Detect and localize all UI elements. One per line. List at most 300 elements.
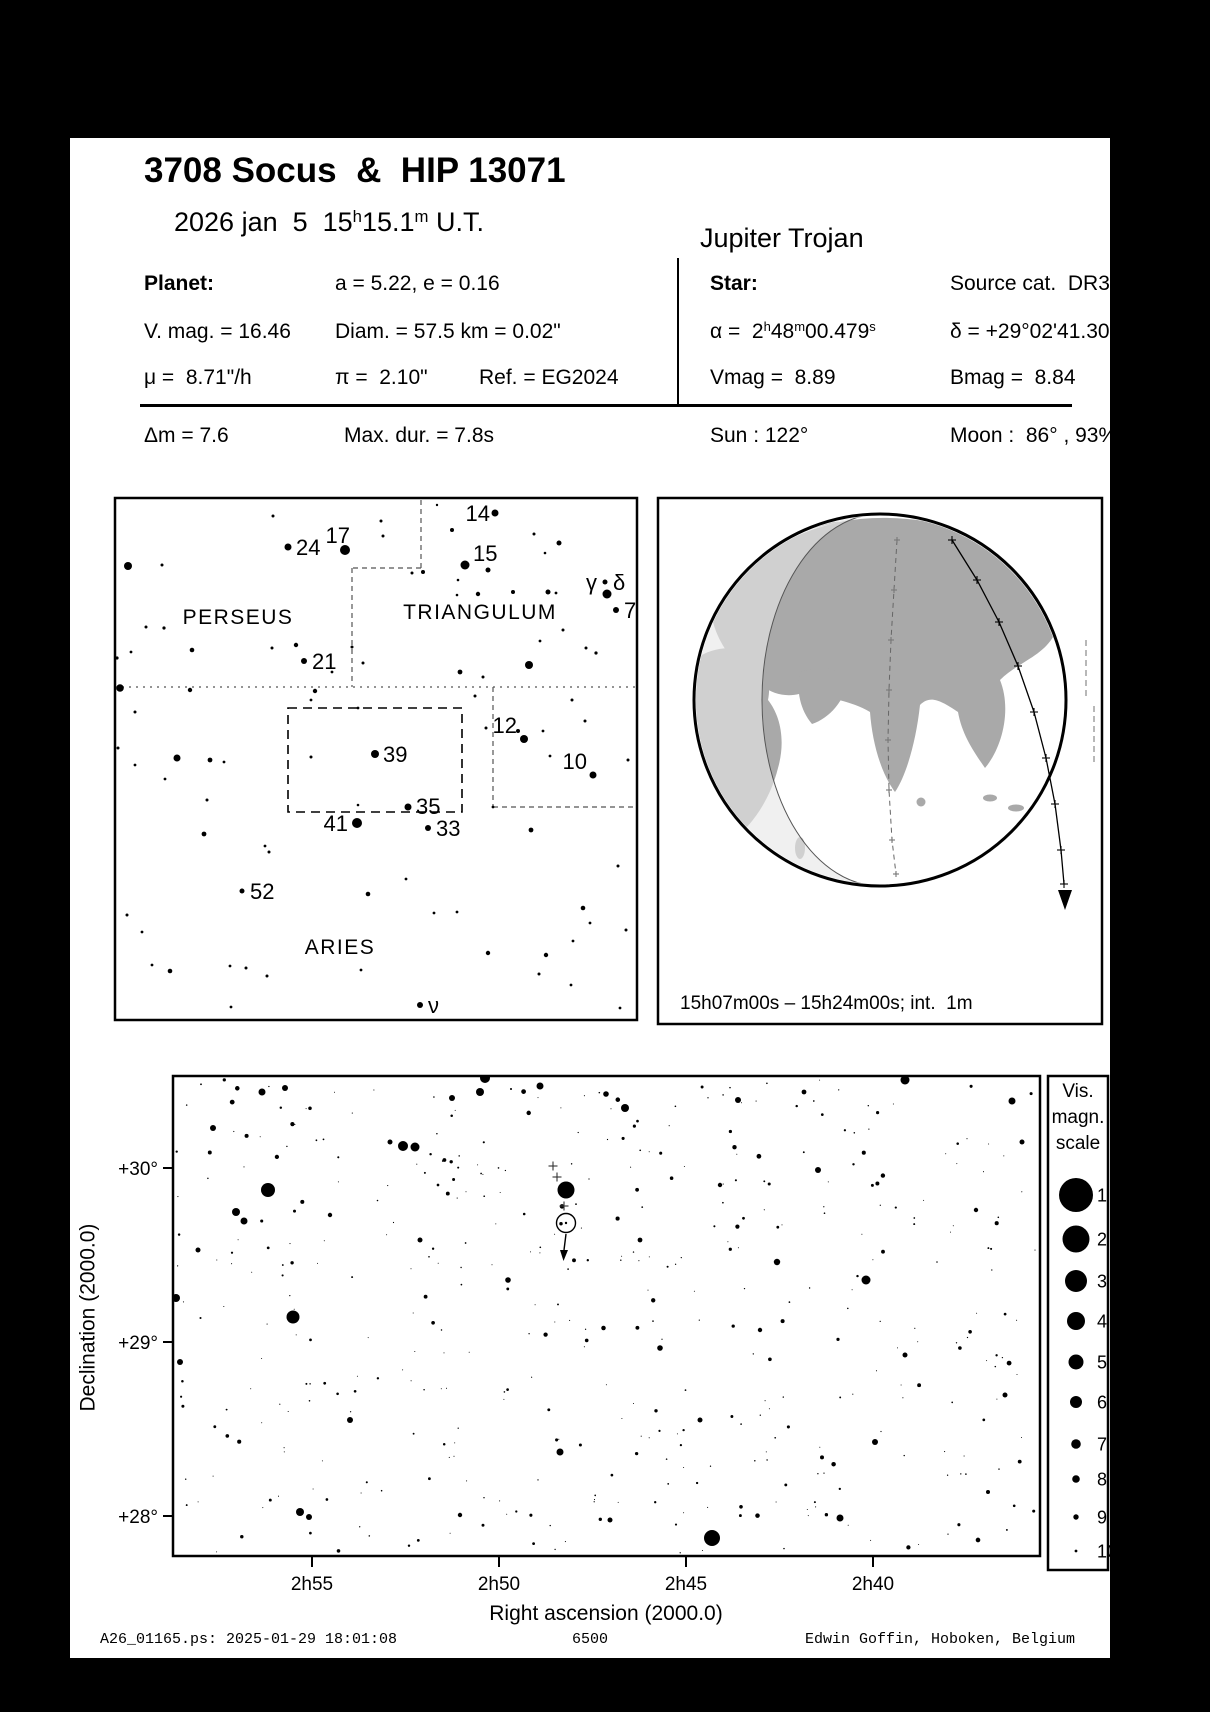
star-dot <box>549 755 552 758</box>
field-star-dot <box>336 1393 339 1396</box>
field-star-dot <box>871 1184 874 1187</box>
star-dot <box>572 940 575 943</box>
field-star-dot <box>323 1382 326 1385</box>
star-dot <box>229 965 232 968</box>
field-star-dot <box>996 1399 997 1400</box>
star-dot <box>436 504 438 506</box>
star-dot <box>585 647 588 650</box>
star-dot <box>458 670 463 675</box>
x-tick-label: 2h40 <box>851 1574 895 1595</box>
field-star-dot <box>200 1083 202 1085</box>
field-star-dot <box>764 1209 765 1210</box>
field-star-dot <box>529 1514 532 1517</box>
field-star-dot <box>754 1460 756 1462</box>
bright-star-dot <box>837 1515 844 1522</box>
field-star-dot <box>261 1358 262 1359</box>
legend-mag-dot <box>1073 1514 1078 1519</box>
field-star-dot <box>199 1317 201 1319</box>
field-star-dot <box>944 1451 945 1452</box>
bright-star-dot <box>398 1141 408 1151</box>
field-star-dot <box>633 1125 636 1128</box>
field-star-dot <box>208 1151 212 1155</box>
field-star-dot <box>441 1388 442 1389</box>
star-dot <box>174 755 181 762</box>
field-star-dot <box>1004 1313 1005 1314</box>
field-star-dot <box>223 1078 226 1081</box>
field-star-dot <box>429 1153 431 1155</box>
legend-title-line3: scale <box>1055 1133 1101 1154</box>
star-dot <box>117 747 120 750</box>
field-star-dot <box>760 1415 761 1416</box>
star-label: 33 <box>436 816 461 841</box>
field-star-dot <box>659 1152 662 1155</box>
field-star-dot <box>515 1510 517 1512</box>
field-star-dot <box>357 1376 358 1377</box>
star-label: 15 <box>473 541 498 566</box>
star-dot <box>164 778 167 781</box>
field-star-dot <box>995 1221 999 1225</box>
field-star-dot <box>198 1501 199 1502</box>
star-dot <box>266 975 269 978</box>
field-star-dot <box>669 1125 670 1126</box>
planet-parallax: π = 2.10" <box>335 366 428 389</box>
labeled-star-dot <box>461 561 470 570</box>
field-star-dot <box>601 1326 606 1331</box>
field-star-dot <box>483 1141 485 1143</box>
labeled-star-dot <box>285 544 292 551</box>
field-star-dot <box>681 1257 682 1258</box>
field-star-dot <box>606 1384 607 1385</box>
field-star-dot <box>482 1174 483 1175</box>
field-star-dot <box>803 1151 805 1153</box>
field-star-dot <box>290 1122 294 1126</box>
field-star-dot <box>616 1097 621 1102</box>
field-star-dot <box>584 1346 585 1347</box>
field-star-dot <box>951 1402 953 1404</box>
field-star-dot <box>216 1551 217 1552</box>
field-star-dot <box>386 1234 387 1235</box>
field-star-dot <box>683 1467 684 1468</box>
field-star-dot <box>492 1264 493 1265</box>
field-star-dot <box>901 1385 902 1386</box>
field-star-dot <box>738 1247 739 1248</box>
field-star-dot <box>702 1550 703 1551</box>
date-sup-m: m <box>414 206 429 226</box>
bright-star-dot <box>698 1418 703 1423</box>
field-star-dot <box>965 1473 967 1475</box>
field-star-dot <box>710 1466 711 1467</box>
field-star-dot <box>986 1360 987 1361</box>
field-star-dot <box>225 1434 229 1438</box>
field-star-dot <box>918 1544 919 1545</box>
field-star-dot <box>967 1337 968 1338</box>
field-star-dot <box>735 1225 739 1229</box>
field-star-dot <box>661 1339 662 1340</box>
field-star-dot <box>275 1155 279 1159</box>
field-star-dot <box>766 1459 767 1460</box>
field-star-dot <box>666 1458 668 1460</box>
field-star-dot <box>768 1182 771 1185</box>
field-star-dot <box>585 1329 586 1330</box>
bright-star-dot <box>177 1359 183 1365</box>
labeled-star-dot <box>603 580 608 585</box>
field-star-dot <box>667 1483 669 1485</box>
star-dot <box>546 590 551 595</box>
field-star-dot <box>322 1460 323 1461</box>
field-star-dot <box>876 1370 877 1371</box>
field-star-dot <box>814 1501 816 1503</box>
field-star-dot <box>499 1500 500 1501</box>
field-star-dot <box>361 1492 362 1493</box>
field-star-dot <box>685 1389 687 1391</box>
legend-mag-dot <box>1065 1270 1087 1292</box>
field-star-dot <box>588 1178 589 1179</box>
field-star-dot <box>895 1207 897 1209</box>
field-star-dot <box>1007 1361 1012 1366</box>
star-dot <box>245 967 248 970</box>
bright-star-dot <box>872 1439 878 1445</box>
field-star-dot <box>808 1515 809 1516</box>
field-star-dot <box>458 1428 459 1429</box>
star-dot <box>206 799 209 802</box>
field-star-dot <box>294 1124 295 1125</box>
field-star-dot <box>237 1440 241 1444</box>
bright-star-dot <box>621 1104 629 1112</box>
bright-star-dot <box>986 1490 990 1494</box>
field-star-dot <box>550 1525 551 1526</box>
field-star-dot <box>635 1188 639 1192</box>
field-star-dot <box>437 1184 440 1187</box>
field-star-dot <box>641 1206 643 1208</box>
field-star-dot <box>450 1160 453 1163</box>
bright-star-dot <box>608 1518 613 1523</box>
field-star-dot <box>284 1451 285 1452</box>
star-label: 35 <box>416 794 441 819</box>
field-star-dot <box>231 1252 233 1254</box>
field-star-dot <box>581 1228 582 1229</box>
field-star-dot <box>411 1268 412 1269</box>
bright-star-dot <box>210 1125 216 1131</box>
field-star-dot <box>776 1501 777 1502</box>
legend-mag-label: 10 <box>1097 1541 1118 1562</box>
field-star-dot <box>819 1447 820 1448</box>
field-star-dot <box>337 1156 339 1158</box>
field-star-dot <box>216 1259 217 1260</box>
field-star-dot <box>635 1326 639 1330</box>
field-star-dot <box>904 1455 905 1456</box>
field-star-dot <box>923 1200 924 1201</box>
field-star-dot <box>587 1259 589 1261</box>
star-label: 52 <box>250 879 275 904</box>
field-star-dot <box>393 1222 394 1223</box>
star-dot <box>208 758 213 763</box>
field-star-dot <box>523 1213 526 1216</box>
main-chart-box <box>173 1076 1040 1556</box>
field-star-dot <box>763 1180 765 1182</box>
field-star-dot <box>334 1092 335 1093</box>
field-star-dot <box>278 1496 279 1497</box>
constellation-label: ARIES <box>304 936 376 959</box>
bright-star-dot <box>328 1213 332 1217</box>
star-dot <box>627 759 630 762</box>
field-star-dot <box>428 1477 431 1480</box>
star-dot <box>168 969 173 974</box>
star-label: ν <box>428 993 439 1018</box>
star-dot <box>360 969 363 972</box>
field-star-dot <box>616 1217 620 1221</box>
field-star-dot <box>813 1100 815 1102</box>
field-star-dot <box>677 1433 678 1434</box>
star-dot <box>151 964 154 967</box>
field-star-dot <box>594 1495 596 1497</box>
field-star-dot <box>477 1164 478 1165</box>
star-dot <box>116 684 124 692</box>
field-star-dot <box>868 1129 869 1130</box>
field-star-dot <box>729 1087 731 1089</box>
field-star-dot <box>565 1541 566 1542</box>
field-star-dot <box>893 1103 894 1104</box>
field-star-dot <box>338 1181 339 1182</box>
field-star-dot <box>991 1269 992 1270</box>
field-star-dot <box>839 1488 841 1490</box>
field-star-dot <box>539 1252 540 1253</box>
field-star-dot <box>1018 1460 1022 1464</box>
field-star-dot <box>610 1108 611 1109</box>
field-star-dot <box>446 1192 450 1196</box>
table-vertical-divider <box>677 258 679 406</box>
page-title: 3708 Socus & HIP 13071 <box>144 151 566 190</box>
bright-star-dot <box>282 1085 288 1091</box>
legend-mag-label: 3 <box>1097 1271 1108 1292</box>
field-star-dot <box>696 1482 698 1484</box>
field-star-dot <box>438 1263 439 1264</box>
field-star-dot <box>817 1473 818 1474</box>
field-star-dot <box>902 1397 903 1398</box>
field-star-dot <box>870 1540 871 1541</box>
ra-sec: 00.479 <box>805 320 870 343</box>
field-star-dot <box>309 1383 310 1384</box>
field-star-dot <box>836 1338 839 1341</box>
field-star-dot <box>539 1246 541 1248</box>
field-star-dot <box>461 1284 463 1286</box>
bright-star-dot <box>232 1208 240 1216</box>
legend-mag-label: 7 <box>1097 1434 1108 1455</box>
field-star-dot <box>781 1319 785 1323</box>
legend-mag-label: 8 <box>1097 1469 1108 1490</box>
field-star-dot <box>584 1095 585 1096</box>
star-dot <box>450 528 454 532</box>
magnitude-drop: Δm = 7.6 <box>144 424 229 447</box>
legend-mag-dot <box>1071 1439 1081 1449</box>
date-suffix: U.T. <box>428 207 484 237</box>
star-label: γ <box>586 570 597 595</box>
field-star-dot <box>594 1501 595 1502</box>
field-star-dot <box>408 1544 410 1546</box>
field-star-dot <box>337 1549 341 1553</box>
star-dot <box>230 1006 233 1009</box>
labeled-star-dot <box>301 658 307 664</box>
field-star-dot <box>289 1295 290 1296</box>
date-minutes: 15.1 <box>361 207 415 237</box>
bright-star-dot <box>241 1218 248 1225</box>
star-dot <box>486 951 490 955</box>
field-star-dot <box>766 1451 767 1452</box>
field-star-dot <box>823 1472 824 1473</box>
star-dot <box>382 535 385 538</box>
star-dot <box>130 651 133 654</box>
field-star-dot <box>267 1324 268 1325</box>
finder-chart-box <box>115 498 637 1020</box>
field-star-dot <box>1032 1510 1035 1513</box>
star-dot <box>544 552 547 555</box>
field-star-dot <box>880 1205 881 1206</box>
field-star-dot <box>651 1298 655 1302</box>
field-star-dot <box>917 1341 918 1342</box>
star-dot <box>268 851 271 854</box>
constellation-label: TRIANGULUM <box>403 601 557 624</box>
field-star-dot <box>443 1443 446 1446</box>
star-dot <box>571 699 574 702</box>
field-star-dot <box>995 1366 996 1367</box>
field-star-dot <box>966 1138 967 1139</box>
field-star-dot <box>914 1328 915 1329</box>
bright-star-dot <box>449 1095 455 1101</box>
field-star-dot <box>231 1263 232 1264</box>
x-tick-label: 2h55 <box>290 1574 334 1595</box>
field-star-dot <box>828 1181 829 1182</box>
field-star-dot <box>774 1437 776 1439</box>
field-star-dot <box>555 1438 558 1441</box>
field-star-dot <box>881 1173 885 1177</box>
field-star-dot <box>176 1150 178 1152</box>
field-star-dot <box>852 1289 853 1290</box>
field-star-dot <box>300 1200 304 1204</box>
star-dot <box>511 590 515 594</box>
field-star-dot <box>723 1184 724 1185</box>
field-star-dot <box>260 1219 263 1222</box>
field-star-dot <box>535 1304 536 1305</box>
labeled-star-dot <box>590 772 597 779</box>
field-star-dot <box>558 1439 559 1440</box>
field-star-dot <box>684 1166 685 1167</box>
star-dot <box>474 695 477 698</box>
field-star-dot <box>373 1089 374 1090</box>
field-star-dot <box>727 1241 728 1242</box>
field-star-dot <box>413 1433 415 1435</box>
field-star-dot <box>680 1444 682 1446</box>
field-star-dot <box>226 1409 228 1411</box>
star-dot <box>190 648 195 653</box>
date-sup-h: h <box>352 206 362 226</box>
field-star-dot <box>753 1353 754 1354</box>
field-star-dot <box>557 1303 559 1305</box>
field-star-dot <box>766 1083 768 1085</box>
field-star-dot <box>526 1111 530 1115</box>
field-star-dot <box>500 1192 501 1193</box>
star-dot <box>272 515 275 518</box>
field-star-dot <box>183 1301 184 1302</box>
field-star-dot <box>293 1210 296 1213</box>
field-star-dot <box>787 1425 790 1428</box>
constellation-label: PERSEUS <box>182 606 294 629</box>
star-dot <box>405 878 408 881</box>
field-star-dot <box>433 1096 435 1098</box>
field-star-dot <box>506 1287 509 1290</box>
field-star-dot <box>744 1288 745 1289</box>
x-axis-title: Right ascension (2000.0) <box>489 1602 723 1625</box>
field-star-dot <box>465 1242 467 1244</box>
bright-star-dot <box>347 1417 353 1423</box>
star-dot <box>202 832 207 837</box>
field-star-dot <box>732 1145 736 1149</box>
field-star-dot <box>532 1542 535 1545</box>
field-star-dot <box>286 1146 287 1147</box>
field-star-dot <box>913 1223 915 1225</box>
field-star-dot <box>633 1403 634 1404</box>
star-dot <box>486 568 491 573</box>
field-star-dot <box>956 1163 957 1164</box>
bright-star-dot <box>261 1183 275 1197</box>
field-star-dot <box>821 1113 824 1116</box>
field-star-dot <box>1003 1155 1004 1156</box>
field-star-dot <box>675 1524 677 1526</box>
star-dot <box>570 984 573 987</box>
field-star-dot <box>560 1107 561 1108</box>
field-star-dot <box>636 1120 639 1123</box>
legend-mag-label: 5 <box>1097 1352 1108 1373</box>
field-star-dot <box>635 1452 638 1455</box>
field-star-dot <box>306 1108 307 1109</box>
field-star-dot <box>621 1256 622 1257</box>
planet-vmag: V. mag. = 16.46 <box>144 320 291 343</box>
field-star-dot <box>235 1086 240 1091</box>
table-horizontal-rule <box>140 404 1072 407</box>
field-star-dot <box>313 1489 314 1490</box>
star-ra <box>710 320 876 343</box>
field-star-dot <box>815 1506 816 1507</box>
field-star-dot <box>729 1130 732 1133</box>
field-star-dot <box>630 1167 631 1168</box>
field-star-dot <box>457 1198 458 1199</box>
field-star-dot <box>483 1497 484 1498</box>
star-dot <box>584 720 587 723</box>
field-star-dot <box>567 1268 569 1270</box>
legend-mag-dot <box>1069 1355 1084 1370</box>
field-star-dot <box>638 1260 639 1261</box>
bright-star-dot <box>287 1311 300 1324</box>
field-star-dot <box>308 1107 312 1111</box>
field-star-dot <box>453 1456 454 1457</box>
field-star-dot <box>765 1400 766 1401</box>
star-dot <box>433 912 436 915</box>
star-dot <box>581 906 586 911</box>
field-star-dot <box>288 1411 289 1412</box>
star-dot <box>544 953 548 957</box>
field-star-dot <box>350 1411 351 1412</box>
field-star-dot <box>233 1131 234 1132</box>
field-star-dot <box>181 1380 184 1383</box>
field-star-dot <box>469 1352 470 1353</box>
max-duration: Max. dur. = 7.8s <box>344 424 494 447</box>
field-star-dot <box>776 1226 779 1229</box>
legend-mag-label: 6 <box>1097 1392 1108 1413</box>
field-star-dot <box>366 1481 368 1483</box>
field-star-dot <box>243 1166 244 1167</box>
star-dot <box>310 756 313 759</box>
field-star-dot <box>268 1086 269 1087</box>
star-label: 10 <box>562 749 587 774</box>
field-star-dot <box>956 1142 959 1145</box>
